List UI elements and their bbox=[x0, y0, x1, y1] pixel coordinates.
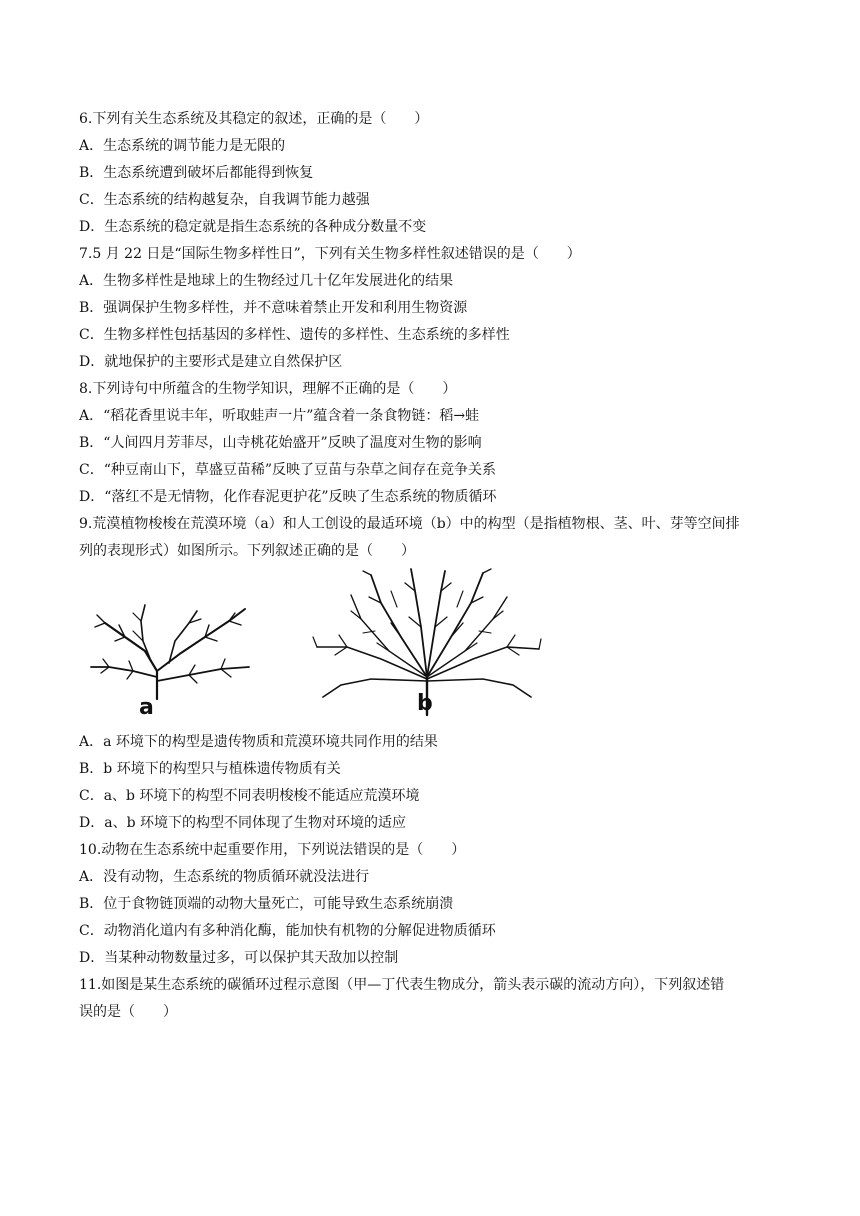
question-6-stem: 6.下列有关生态系统及其稳定的叙述，正确的是（ ） bbox=[79, 111, 429, 127]
question-10-option-c: C．动物消化道内有多种消化酶，能加快有机物的分解促进物质循环 bbox=[79, 923, 496, 939]
question-7-option-c: C．生物多样性包括基因的多样性、遗传的多样性、生态系统的多样性 bbox=[79, 327, 510, 343]
question-7-option-d: D．就地保护的主要形式是建立自然保护区 bbox=[79, 354, 343, 370]
question-10-option-d: D．当某种动物数量过多，可以保护其天敌加以控制 bbox=[79, 950, 399, 966]
question-11-stem-line-1: 11.如图是某生态系统的碳循环过程示意图（甲—丁代表生物成分，箭头表示碳的流动方向），下列叙述错 bbox=[79, 977, 725, 993]
plant-structure-figure bbox=[79, 567, 799, 729]
question-6-option-c: C．生态系统的结构越复杂，自我调节能力越强 bbox=[79, 192, 370, 208]
question-9-stem-line-1: 9.荒漠植物梭梭在荒漠环境（a）和人工创设的最适环境（b）中的构型（是指植物根、茎、叶、芽等空间排 bbox=[79, 516, 740, 532]
question-6-option-a: A．生态系统的调节能力是无限的 bbox=[79, 138, 286, 154]
figure-label-a: a bbox=[139, 695, 154, 720]
question-9-option-b: B．b 环境下的构型只与植株遗传物质有关 bbox=[79, 761, 341, 777]
question-10-stem: 10.动物在生态系统中起重要作用，下列说法错误的是（ ） bbox=[79, 842, 466, 858]
question-6-option-d: D．生态系统的稳定就是指生态系统的各种成分数量不变 bbox=[79, 219, 427, 235]
question-8-option-d: D．“落红不是无情物，化作春泥更护花”反映了生态系统的物质循环 bbox=[79, 489, 497, 505]
question-9-option-a: A．a 环境下的构型是遗传物质和荒漠环境共同作用的结果 bbox=[79, 734, 438, 750]
question-8-option-a: A．“稻花香里说丰年，听取蛙声一片”蕴含着一条食物链：稻→蛙 bbox=[79, 408, 480, 424]
question-10-option-b: B．位于食物链顶端的动物大量死亡，可能导致生态系统崩溃 bbox=[79, 896, 454, 912]
question-9-option-c: C．a、b 环境下的构型不同表明梭梭不能适应荒漠环境 bbox=[79, 788, 420, 804]
plant-a-illustration bbox=[85, 601, 253, 701]
question-7-stem: 7.5 月 22 日是“国际生物多样性日”，下列有关生物多样性叙述错误的是（ ） bbox=[79, 246, 581, 262]
question-9-stem-line-2: 列的表现形式）如图所示。下列叙述正确的是（ ） bbox=[79, 543, 415, 559]
question-list bbox=[79, 106, 799, 1026]
question-11-stem-line-2: 误的是（ ） bbox=[79, 1004, 177, 1020]
question-8-stem: 8.下列诗句中所蕴含的生物学知识，理解不正确的是（ ） bbox=[79, 381, 457, 397]
question-7-option-a: A．生物多样性是地球上的生物经过几十亿年发展进化的结果 bbox=[79, 273, 454, 289]
question-7-option-b: B．强调保护生物多样性，并不意味着禁止开发和利用生物资源 bbox=[79, 300, 468, 316]
question-8-option-c: C．“种豆南山下，草盛豆苗稀”反映了豆苗与杂草之间存在竞争关系 bbox=[79, 462, 497, 478]
figure-label-b: b bbox=[417, 691, 433, 716]
question-9-option-d: D．a、b 环境下的构型不同体现了生物对环境的适应 bbox=[79, 815, 406, 831]
question-8-option-b: B．“人间四月芳菲尽，山寺桃花始盛开”反映了温度对生物的影响 bbox=[79, 435, 482, 451]
question-6-option-b: B．生态系统遭到破坏后都能得到恢复 bbox=[79, 165, 314, 181]
question-10-option-a: A．没有动物，生态系统的物质循环就没法进行 bbox=[79, 869, 370, 885]
